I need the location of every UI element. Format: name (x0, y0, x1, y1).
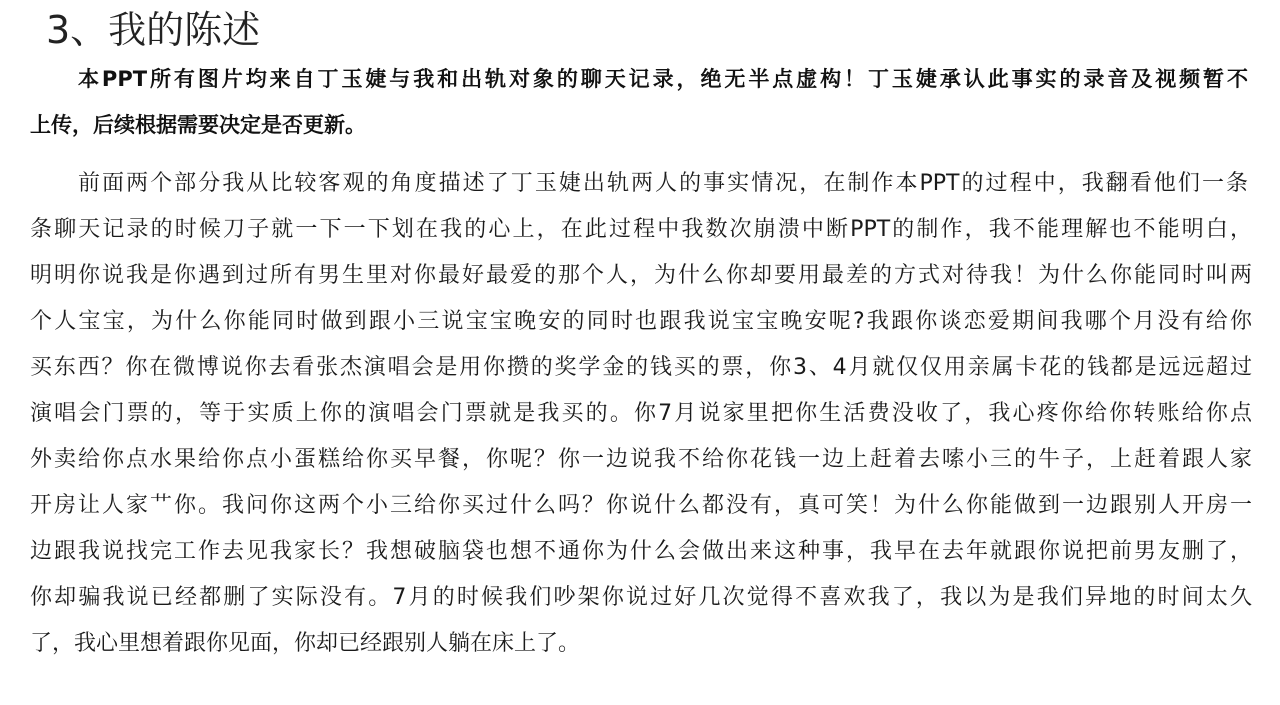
statement-line: 上传，后续根据需要决定是否更新。 (30, 113, 366, 137)
body-line: 前面两个部分我从比较客观的角度描述了丁玉婕出轨两人的事实情况，在制作本PPT的过程中，我翻看他们一条 (78, 171, 1248, 196)
slide-title: 3、我的陈述 (46, 8, 261, 52)
body-line: 边跟我说找完工作去见我家长？我想破脑袋也想不通你为什么会做出来这种事，我早在去年就跟你说把前男友删了， (30, 539, 1252, 564)
statement-line: 本PPT所有图片均来自丁玉婕与我和出轨对象的聊天记录，绝无半点虚构！丁玉婕承认此事实的录音及视频暂不 (78, 67, 1248, 91)
body-line: 明明你说我是你遇到过所有男生里对你最好最爱的那个人，为什么你却要用最差的方式对待我！为什么你能同时叫两 (30, 263, 1252, 288)
body-line: 个人宝宝，为什么你能同时做到跟小三说宝宝晚安的同时也跟我说宝宝晚安呢?我跟你谈恋爱期间我哪个月没有给你 (30, 309, 1252, 334)
body-line: 了，我心里想着跟你见面，你却已经跟别人躺在床上了。 (30, 631, 581, 656)
body-line: 买东西？你在微博说你去看张杰演唱会是用你攒的奖学金的钱买的票，你3、4月就仅仅用亲属卡花的钱都是远远超过 (30, 355, 1252, 380)
body-line: 外卖给你点水果给你点小蛋糕给你买早餐，你呢？你一边说我不给你花钱一边上赶着去嗦小三的牛子，上赶着跟人家 (30, 447, 1252, 472)
body-line: 演唱会门票的，等于实质上你的演唱会门票就是我买的。你7月说家里把你生活费没收了，我心疼你给你转账给你点 (30, 401, 1252, 426)
body-line: 条聊天记录的时候刀子就一下一下划在我的心上，在此过程中我数次崩溃中断PPT的制作，我不能理解也不能明白， (30, 217, 1252, 242)
body-line: 开房让人家艹你。我问你这两个小三给你买过什么吗？你说什么都没有，真可笑！为什么你能做到一边跟别人开房一 (30, 493, 1252, 518)
body-line: 你却骗我说已经都删了实际没有。7月的时候我们吵架你说过好几次觉得不喜欢我了，我以为是我们异地的时间太久 (30, 585, 1252, 610)
